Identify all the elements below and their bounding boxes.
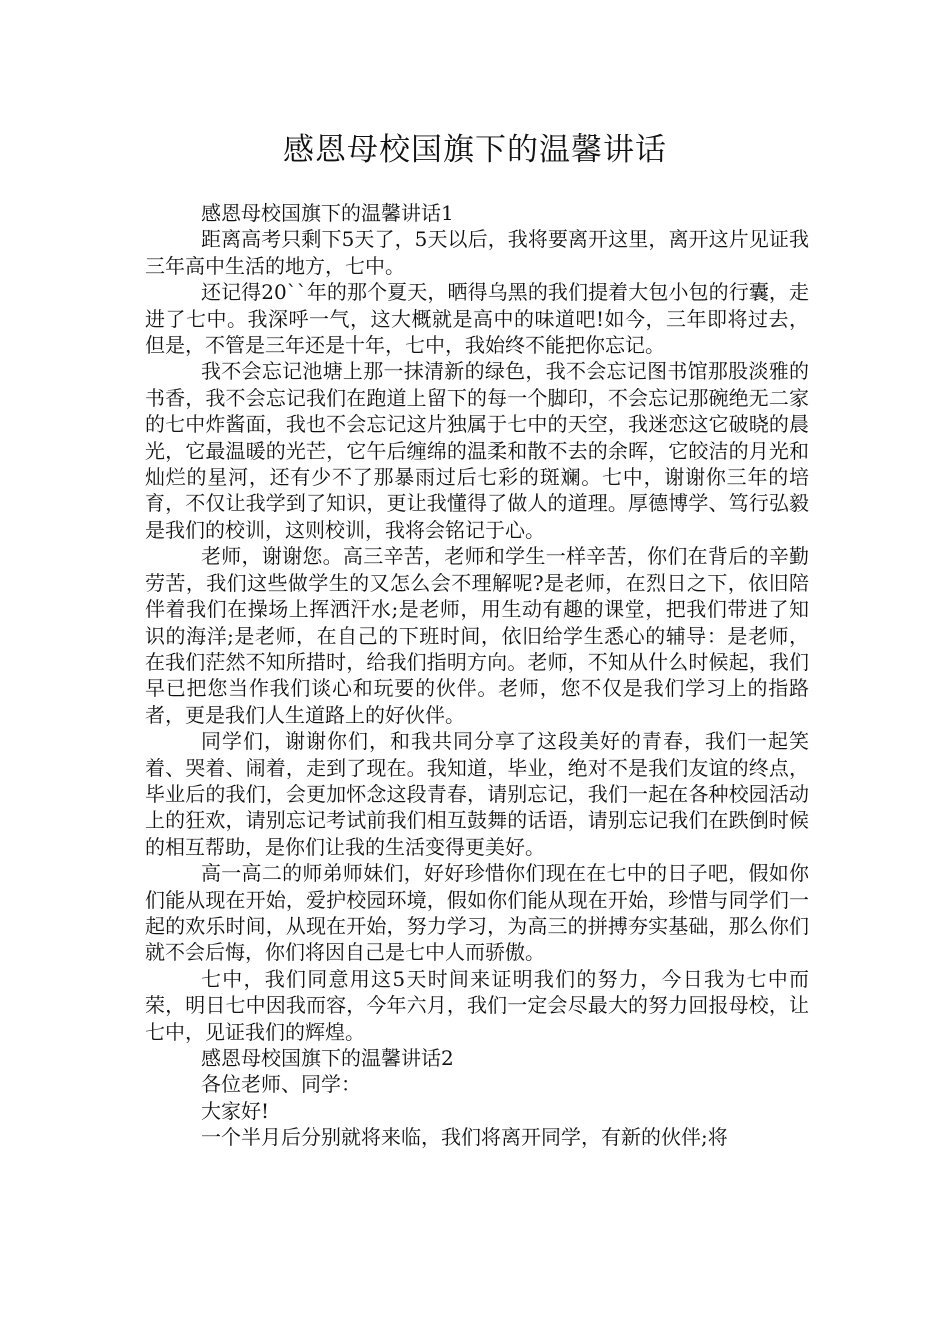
paragraph: 七中，我们同意用这5天时间来证明我们的努力，今日我为七中而荣，明日七中因我而容，今年六月，我们一定会尽最大的努力回报母校，让七中，见证我们的辉煌。 [145,966,809,1044]
document-body [145,200,809,1151]
section-heading-1: 感恩母校国旗下的温馨讲话1 [201,201,454,225]
paragraph: 一个半月后分别就将来临，我们将离开同学，有新的伙伴;将 [201,1125,728,1150]
paragraph: 同学们，谢谢你们，和我共同分享了这段美好的青春，我们一起笑着、哭着、闹着，走到了现在。我知道，毕业，绝对不是我们友谊的终点，毕业后的我们，会更加怀念这段青春，请别忘记，我们一起在各种校园活动上的狂欢，请别忘记考试前我们相互鼓舞的话语，请别忘记我们在跌倒时候的相互帮助，是你们让我的生活变得更美好。 [145,729,809,859]
paragraph: 高一高二的师弟师妹们，好好珍惜你们现在在七中的日子吧，假如你们能从现在开始，爱护校园环境，假如你们能从现在开始，珍惜与同学们一起的欢乐时间，从现在开始，努力学习，为高三的拼搏夯实基础，那么你们就不会后悔，你们将因自己是七中人而骄傲。 [145,861,809,965]
greeting: 大家好! [201,1098,270,1123]
salutation: 各位老师、同学： [201,1072,361,1097]
paragraph: 老师，谢谢您。高三辛苦，老师和学生一样辛苦，你们在背后的辛勤劳苦，我们这些做学生的又怎么会不理解呢?是老师，在烈日之下，依旧陪伴着我们在操场上挥洒汗水;是老师，用生动有趣的课堂，把我们带进了知识的海洋;是老师，在自己的下班时间，依旧给学生悉心的辅导：是老师，在我们茫然不知所措时，给我们指明方向。老师，不知从什么时候起，我们早已把您当作我们谈心和玩要的伙伴。老师，您不仅是我们学习上的指路者，更是我们人生道路上的好伙伴。 [145,544,809,727]
paragraph: 我不会忘记池塘上那一抹清新的绿色，我不会忘记图书馆那股淡雅的书香，我不会忘记我们在跑道上留下的每一个脚印，不会忘记那碗绝无二家的七中炸酱面，我也不会忘记这片独属于七中的天空，我迷恋这它破晓的晨光，它最温暖的光芒，它午后缠绵的温柔和散不去的余晖，它皎洁的月光和灿烂的星河，还有少不了那暴雨过后七彩的斑斓。七中，谢谢你三年的培育，不仅让我学到了知识，更让我懂得了做人的道理。厚德博学、笃行弘毅是我们的校训，这则校训，我将会铭记于心。 [145,359,809,542]
document-title: 感恩母校国旗下的温馨讲话 [283,132,667,168]
paragraph: 距离高考只剩下5天了，5天以后，我将要离开这里，离开这片见证我三年高中生活的地方，七中。 [145,227,809,278]
section-heading-2: 感恩母校国旗下的温馨讲话2 [201,1046,454,1070]
paragraph: 还记得20``年的那个夏天，晒得乌黑的我们提着大包小包的行囊，走进了七中。我深呼一气，这大概就是高中的味道吧!如今，三年即将过去，但是，不管是三年还是十年，七中，我始终不能把你忘记。 [145,280,809,358]
